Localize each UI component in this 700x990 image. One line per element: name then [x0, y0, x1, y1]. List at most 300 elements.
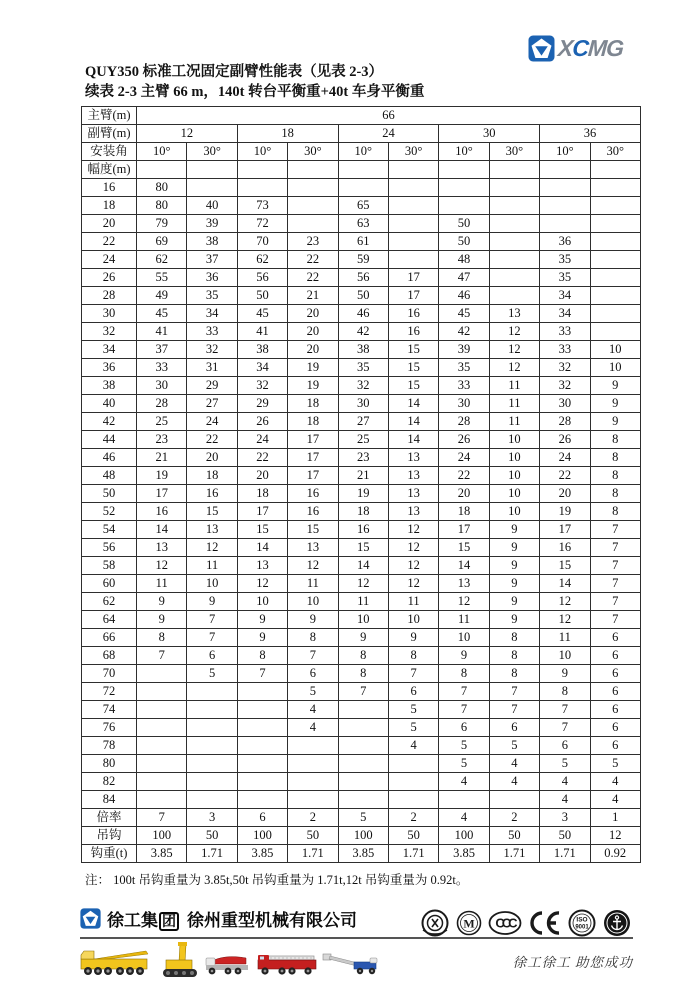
table-row [82, 359, 641, 377]
table-row [82, 683, 641, 701]
empty-cell [288, 161, 338, 179]
capacity-cell: 14 [338, 557, 388, 575]
meta-value-cell: 2 [388, 809, 438, 827]
capacity-cell: 34 [540, 287, 590, 305]
table-row [82, 629, 641, 647]
capacity-cell: 35 [540, 269, 590, 287]
metrology-m-seal-icon [455, 909, 483, 937]
capacity-cell: 7 [590, 539, 640, 557]
capacity-cell: 12 [237, 575, 287, 593]
capacity-cell: 8 [590, 485, 640, 503]
capacity-cell [388, 773, 438, 791]
capacity-cell: 36 [187, 269, 237, 287]
capacity-cell [388, 179, 438, 197]
capacity-cell: 5 [388, 701, 438, 719]
capacity-cell: 32 [237, 377, 287, 395]
capacity-cell: 14 [439, 557, 489, 575]
capacity-cell: 5 [540, 755, 590, 773]
capacity-cell: 11 [489, 413, 539, 431]
capacity-cell: 35 [338, 359, 388, 377]
capacity-cell: 61 [338, 233, 388, 251]
capacity-cell: 19 [540, 503, 590, 521]
capacity-cell: 13 [137, 539, 187, 557]
company-name: 徐州重型机械有限公司 [187, 911, 357, 930]
capacity-cell: 11 [187, 557, 237, 575]
capacity-cell: 11 [338, 593, 388, 611]
capacity-cell: 7 [489, 683, 539, 701]
footer-divider [80, 937, 633, 939]
radius-value: 22 [82, 233, 137, 251]
capacity-cell: 69 [137, 233, 187, 251]
capacity-cell [439, 791, 489, 809]
capacity-cell: 17 [540, 521, 590, 539]
capacity-cell: 26 [237, 413, 287, 431]
install-angle-cell: 10° [237, 143, 287, 161]
capacity-cell: 7 [237, 665, 287, 683]
radius-value: 80 [82, 755, 137, 773]
capacity-cell: 19 [338, 485, 388, 503]
radius-value: 36 [82, 359, 137, 377]
capacity-cell: 16 [137, 503, 187, 521]
empty-cell [540, 161, 590, 179]
meta-row-label: 倍率 [82, 809, 137, 827]
capacity-cell: 20 [288, 305, 338, 323]
capacity-cell: 12 [187, 539, 237, 557]
meta-value-cell: 1.71 [187, 845, 237, 863]
capacity-cell [590, 323, 640, 341]
install-angle-cell: 10° [338, 143, 388, 161]
capacity-cell [388, 755, 438, 773]
capacity-cell: 59 [338, 251, 388, 269]
capacity-cell [137, 665, 187, 683]
capacity-cell: 12 [137, 557, 187, 575]
capacity-cell: 7 [338, 683, 388, 701]
table-row [82, 395, 641, 413]
capacity-cell: 41 [137, 323, 187, 341]
capacity-cell [338, 773, 388, 791]
xcmg-logo [528, 33, 632, 63]
capacity-cell: 12 [388, 575, 438, 593]
capacity-cell: 16 [187, 485, 237, 503]
capacity-cell [388, 791, 438, 809]
capacity-cell: 13 [388, 503, 438, 521]
capacity-cell: 6 [590, 737, 640, 755]
capacity-cell: 21 [338, 467, 388, 485]
capacity-cell: 72 [237, 215, 287, 233]
capacity-cell [237, 683, 287, 701]
capacity-cell: 7 [590, 593, 640, 611]
capacity-cell: 29 [237, 395, 287, 413]
capacity-cell: 8 [540, 683, 590, 701]
radius-value: 28 [82, 287, 137, 305]
capacity-cell: 80 [137, 179, 187, 197]
capacity-cell: 28 [540, 413, 590, 431]
capacity-cell: 7 [439, 701, 489, 719]
capacity-cell [590, 251, 640, 269]
table-row [82, 485, 641, 503]
meta-value-cell: 7 [137, 809, 187, 827]
capacity-cell [237, 737, 287, 755]
capacity-cell: 18 [237, 485, 287, 503]
capacity-cell: 23 [288, 233, 338, 251]
capacity-cell [489, 287, 539, 305]
brand-letter-x: X [557, 34, 574, 61]
capacity-cell: 18 [338, 503, 388, 521]
capacity-cell: 8 [388, 647, 438, 665]
empty-cell [590, 161, 640, 179]
group-name-text: 徐工集 [107, 911, 158, 930]
capacity-cell: 38 [187, 233, 237, 251]
capacity-cell: 56 [338, 269, 388, 287]
capacity-cell: 4 [590, 791, 640, 809]
capacity-cell: 24 [187, 413, 237, 431]
meta-value-cell: 1 [590, 809, 640, 827]
capacity-cell: 6 [288, 665, 338, 683]
capacity-cell: 10 [590, 341, 640, 359]
capacity-cell: 7 [137, 647, 187, 665]
table-row [82, 575, 641, 593]
capacity-cell: 15 [288, 521, 338, 539]
capacity-cell: 10 [338, 611, 388, 629]
table-row [82, 305, 641, 323]
table-row [82, 593, 641, 611]
capacity-cell [237, 773, 287, 791]
table-row [82, 611, 641, 629]
capacity-cell: 16 [288, 503, 338, 521]
capacity-cell: 8 [439, 665, 489, 683]
capacity-cell: 10 [590, 359, 640, 377]
capacity-cell: 23 [338, 449, 388, 467]
meta-value-cell: 3.85 [338, 845, 388, 863]
install-angle-cell: 30° [489, 143, 539, 161]
capacity-cell: 30 [439, 395, 489, 413]
meta-value-cell: 100 [439, 827, 489, 845]
empty-cell [338, 161, 388, 179]
capacity-cell: 38 [338, 341, 388, 359]
capacity-cell: 9 [288, 611, 338, 629]
radius-label: 幅度(m) [82, 161, 137, 179]
install-angle-cell: 30° [590, 143, 640, 161]
capacity-cell: 10 [288, 593, 338, 611]
capacity-cell: 10 [187, 575, 237, 593]
capacity-cell: 13 [388, 485, 438, 503]
table-row [82, 251, 641, 269]
table-row [82, 161, 641, 179]
capacity-cell: 11 [288, 575, 338, 593]
capacity-cell: 20 [237, 467, 287, 485]
capacity-cell: 9 [489, 557, 539, 575]
meta-value-cell: 12 [590, 827, 640, 845]
capacity-cell: 42 [338, 323, 388, 341]
capacity-cell: 4 [439, 773, 489, 791]
table-row [82, 665, 641, 683]
page-subtitle: 续表 2-3 主臂 66 m，140t 转台平衡重+40t 车身平衡重 [85, 84, 425, 100]
radius-value: 30 [82, 305, 137, 323]
capacity-cell: 33 [137, 359, 187, 377]
capacity-cell: 63 [338, 215, 388, 233]
capacity-cell: 39 [439, 341, 489, 359]
radius-value: 68 [82, 647, 137, 665]
capacity-cell [388, 251, 438, 269]
footer-company-block [80, 906, 357, 931]
radius-value: 56 [82, 539, 137, 557]
capacity-cell: 34 [540, 305, 590, 323]
table-row [82, 773, 641, 791]
capacity-cell: 21 [137, 449, 187, 467]
fire-ladder-truck-icon [258, 955, 316, 975]
install-angle-cell: 10° [439, 143, 489, 161]
capacity-cell: 12 [540, 611, 590, 629]
table-row [82, 197, 641, 215]
capacity-cell: 9 [590, 413, 640, 431]
capacity-cell [338, 179, 388, 197]
iso9001-seal-icon [567, 908, 597, 938]
capacity-cell: 30 [137, 377, 187, 395]
capacity-cell: 19 [288, 377, 338, 395]
capacity-cell: 8 [489, 665, 539, 683]
capacity-cell [338, 737, 388, 755]
radius-value: 76 [82, 719, 137, 737]
capacity-cell: 13 [439, 575, 489, 593]
radius-value: 84 [82, 791, 137, 809]
radius-value: 78 [82, 737, 137, 755]
capacity-cell: 33 [540, 323, 590, 341]
capacity-cell: 8 [590, 467, 640, 485]
meta-value-cell: 1.71 [388, 845, 438, 863]
meta-value-cell: 3.85 [237, 845, 287, 863]
capacity-cell: 45 [137, 305, 187, 323]
capacity-cell: 30 [338, 395, 388, 413]
capacity-cell: 11 [137, 575, 187, 593]
table-row [82, 647, 641, 665]
capacity-cell: 19 [137, 467, 187, 485]
capacity-cell: 32 [540, 377, 590, 395]
capacity-cell: 22 [540, 467, 590, 485]
capacity-cell: 5 [439, 755, 489, 773]
capacity-cell: 9 [489, 575, 539, 593]
capacity-cell: 15 [187, 503, 237, 521]
capacity-cell: 12 [388, 539, 438, 557]
ccc-mark-icon [488, 910, 522, 936]
meta-value-cell: 50 [187, 827, 237, 845]
capacity-cell: 18 [288, 413, 338, 431]
empty-cell [439, 161, 489, 179]
jib-length-cell: 30 [439, 125, 540, 143]
capacity-cell: 20 [288, 323, 338, 341]
angle-label: 安装角 [82, 143, 137, 161]
capacity-cell: 22 [288, 251, 338, 269]
capacity-cell: 12 [439, 593, 489, 611]
capacity-cell: 20 [540, 485, 590, 503]
table-row [82, 143, 641, 161]
slogan: 徐工徐工 助您成功 [512, 955, 633, 970]
capacity-cell [288, 179, 338, 197]
capacity-cell: 6 [590, 629, 640, 647]
capacity-cell: 11 [489, 377, 539, 395]
capacity-cell [338, 791, 388, 809]
meta-value-cell: 2 [489, 809, 539, 827]
radius-value: 52 [82, 503, 137, 521]
capacity-cell: 13 [489, 305, 539, 323]
meta-value-cell: 50 [489, 827, 539, 845]
capacity-cell: 7 [590, 521, 640, 539]
capacity-cell [489, 215, 539, 233]
capacity-cell: 14 [237, 539, 287, 557]
meta-value-cell: 0.92 [590, 845, 640, 863]
empty-cell [187, 161, 237, 179]
capacity-cell: 29 [187, 377, 237, 395]
capacity-cell [388, 233, 438, 251]
capacity-cell [590, 197, 640, 215]
capacity-cell: 10 [489, 485, 539, 503]
table-row [82, 431, 641, 449]
capacity-cell: 10 [540, 647, 590, 665]
capacity-cell: 9 [439, 647, 489, 665]
capacity-cell: 14 [388, 395, 438, 413]
radius-value: 24 [82, 251, 137, 269]
capacity-cell: 15 [388, 377, 438, 395]
empty-cell [137, 161, 187, 179]
capacity-cell: 6 [590, 665, 640, 683]
capacity-cell: 4 [540, 791, 590, 809]
capacity-cell: 6 [540, 737, 590, 755]
capacity-cell [288, 215, 338, 233]
install-angle-cell: 10° [540, 143, 590, 161]
table-row [82, 287, 641, 305]
capacity-cell [187, 791, 237, 809]
capacity-cell: 15 [338, 539, 388, 557]
capacity-cell: 37 [137, 341, 187, 359]
capacity-cell [137, 755, 187, 773]
capacity-cell: 17 [388, 287, 438, 305]
install-angle-cell: 10° [137, 143, 187, 161]
capacity-cell [137, 719, 187, 737]
capacity-cell: 9 [388, 629, 438, 647]
brand-letters-mg: MG [587, 34, 624, 61]
radius-value: 74 [82, 701, 137, 719]
meta-value-cell: 1.71 [288, 845, 338, 863]
meta-value-cell: 4 [439, 809, 489, 827]
radius-value: 42 [82, 413, 137, 431]
radius-value: 64 [82, 611, 137, 629]
capacity-cell: 45 [237, 305, 287, 323]
radius-value: 32 [82, 323, 137, 341]
capacity-cell: 46 [338, 305, 388, 323]
meta-value-cell: 50 [288, 827, 338, 845]
table-row [82, 755, 641, 773]
table-row [82, 215, 641, 233]
capacity-cell: 16 [540, 539, 590, 557]
radius-value: 48 [82, 467, 137, 485]
capacity-cell [338, 719, 388, 737]
radius-value: 72 [82, 683, 137, 701]
capacity-cell: 50 [237, 287, 287, 305]
capacity-cell: 56 [237, 269, 287, 287]
capacity-cell: 22 [288, 269, 338, 287]
capacity-cell: 9 [137, 593, 187, 611]
radius-value: 82 [82, 773, 137, 791]
radius-value: 50 [82, 485, 137, 503]
xcmg-diamond-icon [528, 35, 555, 62]
capacity-cell [489, 791, 539, 809]
capacity-cell: 7 [489, 701, 539, 719]
capacity-cell: 7 [288, 647, 338, 665]
capacity-cell: 9 [137, 611, 187, 629]
capacity-cell: 11 [489, 395, 539, 413]
capacity-cell: 17 [288, 431, 338, 449]
radius-value: 16 [82, 179, 137, 197]
capacity-cell: 9 [237, 629, 287, 647]
capacity-cell: 4 [288, 701, 338, 719]
capacity-cell: 39 [187, 215, 237, 233]
capacity-cell: 35 [540, 251, 590, 269]
capacity-cell: 9 [489, 539, 539, 557]
capacity-cell [187, 179, 237, 197]
capacity-cell: 24 [439, 449, 489, 467]
capacity-cell: 16 [338, 521, 388, 539]
table-row [82, 503, 641, 521]
meta-value-cell: 1.71 [540, 845, 590, 863]
capacity-cell: 18 [288, 395, 338, 413]
capacity-cell: 6 [388, 683, 438, 701]
capacity-cell: 8 [590, 431, 640, 449]
capacity-cell: 17 [237, 503, 287, 521]
capacity-cell: 80 [137, 197, 187, 215]
aerial-platform-icon [323, 954, 377, 974]
capacity-cell: 12 [338, 575, 388, 593]
capacity-cell: 41 [237, 323, 287, 341]
capacity-cell: 38 [237, 341, 287, 359]
capacity-cell: 32 [540, 359, 590, 377]
capacity-cell [590, 179, 640, 197]
capacity-cell: 27 [338, 413, 388, 431]
capacity-cell: 11 [540, 629, 590, 647]
capacity-cell [137, 773, 187, 791]
capacity-cell [187, 683, 237, 701]
concrete-pump-truck-icon [206, 957, 248, 975]
capacity-cell: 10 [489, 449, 539, 467]
radius-value: 44 [82, 431, 137, 449]
capacity-cell: 32 [338, 377, 388, 395]
table-row [82, 449, 641, 467]
capacity-cell [489, 269, 539, 287]
capacity-cell: 47 [439, 269, 489, 287]
capacity-cell: 79 [137, 215, 187, 233]
table-row [82, 125, 641, 143]
meta-row-label: 钩重(t) [82, 845, 137, 863]
capacity-cell [590, 215, 640, 233]
main-boom-value: 66 [137, 107, 641, 125]
capacity-cell: 62 [237, 251, 287, 269]
capacity-cell: 27 [187, 395, 237, 413]
install-angle-cell: 30° [388, 143, 438, 161]
capacity-cell: 25 [137, 413, 187, 431]
capacity-cell: 17 [388, 269, 438, 287]
capacity-cell [137, 791, 187, 809]
capacity-cell: 40 [187, 197, 237, 215]
empty-cell [489, 161, 539, 179]
capacity-cell: 6 [590, 647, 640, 665]
capacity-cell: 9 [590, 395, 640, 413]
meta-value-cell: 100 [237, 827, 287, 845]
capacity-cell: 15 [388, 341, 438, 359]
brand-wordmark [557, 35, 624, 62]
table-row [82, 809, 641, 827]
install-angle-cell: 30° [187, 143, 237, 161]
capacity-cell: 14 [388, 431, 438, 449]
capacity-cell: 9 [489, 611, 539, 629]
capacity-cell: 13 [388, 449, 438, 467]
